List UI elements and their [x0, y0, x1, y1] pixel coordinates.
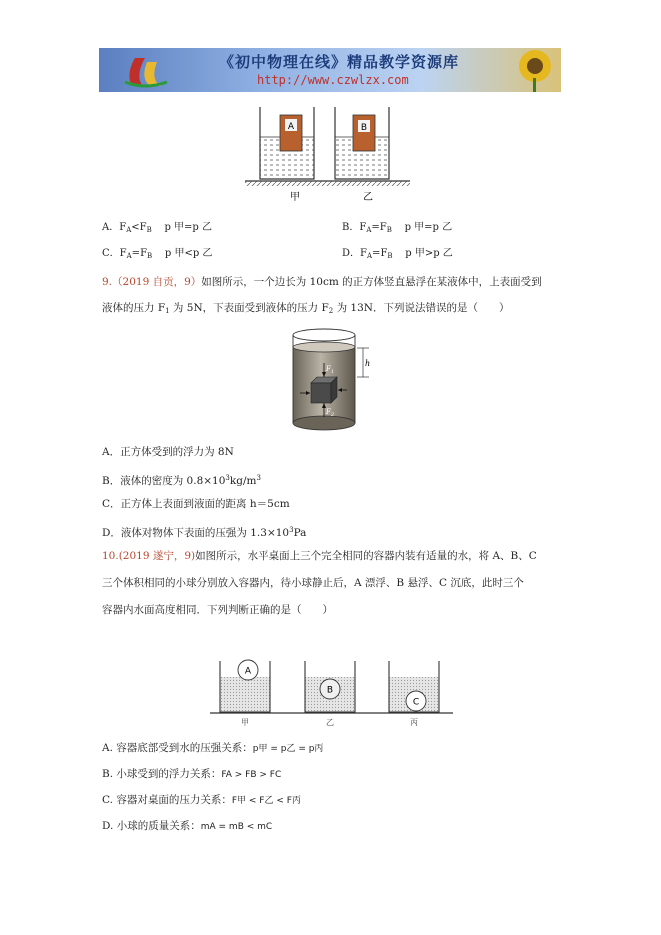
caption-yi-2: 乙 [326, 718, 334, 727]
banner-url[interactable]: http://www.czwlzx.com [257, 73, 409, 87]
q10-number: 10. [102, 550, 119, 562]
caption-bing-2: 丙 [410, 718, 418, 727]
q9-line1: 9.（2019 自贡，9）如图所示，一个边长为 10cm 的正方体竖直悬浮在某液体中，上表面受到 [102, 276, 542, 288]
caption-jia: 甲 [290, 192, 300, 203]
option-c-prev: C．$F_A=F_B$ p 甲<p 乙 [102, 248, 213, 260]
block-b-label: B [360, 123, 368, 133]
q10-option-c: C. 容器对桌面的压力关系：F甲 < F乙 < F丙 [102, 794, 301, 806]
block-a-label: A [287, 122, 295, 132]
q9-source: （2019 自贡，9） [112, 276, 202, 288]
figure-cylinder-cube [287, 325, 377, 435]
q9-option-b: B．液体的密度为 $0.8\times 10^3kg/m^3$ [102, 474, 261, 487]
stylized-l-logo-icon [121, 52, 171, 90]
caption-jia-2: 甲 [241, 718, 249, 727]
header-banner [99, 48, 561, 92]
option-d-prev: D．$F_A=F_B$ p 甲>p 乙 [342, 248, 453, 260]
q10-option-d: D. 小球的质量关系：mA = mB < mC [102, 820, 273, 832]
q10-line3: 容器内水面高度相同．下列判断正确的是（ ） [102, 604, 333, 616]
fig-h-label: h [365, 359, 371, 368]
q10-option-b: B. 小球受到的浮力关系：FA > FB > FC [102, 768, 282, 780]
figure-beakers-ab [240, 103, 420, 203]
q9-number: 9. [102, 276, 113, 288]
q10-option-a: A. 容器底部受到水的压强关系：p甲 = p乙 = p丙 [102, 742, 324, 754]
q9-option-a: A．正方体受到的浮力为 8N [102, 446, 234, 458]
fig-f1-label: F [326, 365, 331, 373]
option-b-prev: B．$F_A=F_B$ p 甲=p 乙 [342, 222, 453, 234]
figure-three-containers [208, 655, 458, 730]
ball-b-label: B [326, 685, 334, 696]
q9-line2: 液体的压力 $F_1$ 为 5N，下表面受到液体的压力 $F_2$ 为 13N．下列说法错误的是（ ） [102, 302, 510, 315]
sunflower-icon [499, 48, 561, 92]
fig-f2-label: F [326, 408, 331, 416]
svg-text:F2: $F_2$ [326, 408, 335, 418]
svg-text:F1: $F_1$ [326, 365, 335, 375]
banner-title: 《初中物理在线》精品教学资源库 [219, 53, 460, 71]
q9-option-d: D．液体对物体下表面的压强为 $1.3\times 10^3Pa$ [102, 526, 307, 539]
q10-line2: 三个体积相同的小球分别放入容器内，待小球静止后，A 漂浮、B 悬浮、C 沉底，此时三个 [102, 577, 524, 589]
q9-option-c: C．正方体上表面到液面的距离 h＝5cm [102, 498, 290, 510]
q10-source: (2019 遂宁，9) [118, 550, 196, 562]
ball-a-label: A [244, 666, 252, 677]
option-a-prev: A．$F_A<F_B$ p 甲=p 乙 [102, 222, 213, 234]
q10-line1: 10.(2019 遂宁，9)如图所示，水平桌面上三个完全相同的容器内装有适量的水，将 A、B、C [102, 550, 537, 562]
caption-yi: 乙 [363, 192, 373, 203]
ball-c-label: C [412, 697, 420, 708]
